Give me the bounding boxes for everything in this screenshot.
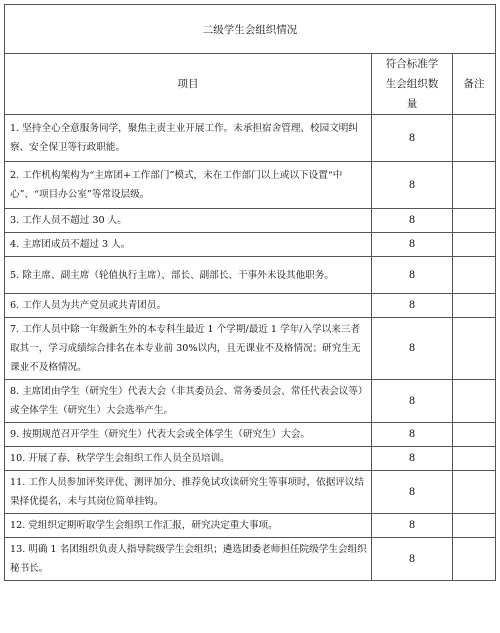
table-title: 二级学生会组织情况: [5, 5, 496, 54]
row-item-text: 8. 主席团由学生（研究生）代表大会（非其委员会、常务委员会、常任代表会议等）或全体学生（研究生）大会选举产生。: [5, 380, 372, 423]
row-count: 8: [372, 447, 453, 471]
row-note: [453, 294, 496, 318]
row-note: [453, 471, 496, 514]
row-item-text: 4. 主席团成员不超过 3 人。: [5, 233, 372, 257]
table-row: [5, 380, 496, 423]
row-item-text: 11. 工作人员参加评奖评优、测评加分、推荐免试攻读研究生等事项时，依据评议结果择优提名，未与其岗位简单挂钩。: [5, 471, 372, 514]
row-note: [453, 318, 496, 380]
table-row: [5, 257, 496, 294]
row-item-text: 1. 坚持全心全意服务同学，聚焦主责主业开展工作。未承担宿舍管理、校园文明纠察、安全保卫等行政职能。: [5, 115, 372, 162]
row-note: [453, 538, 496, 581]
document-sheet: [4, 4, 495, 581]
row-count: 8: [372, 257, 453, 294]
table-row: [5, 294, 496, 318]
row-item-text: 12. 党组织定期听取学生会组织工作汇报，研究决定重大事项。: [5, 514, 372, 538]
row-item-text: 3. 工作人员不超过 30 人。: [5, 209, 372, 233]
table-row: [5, 423, 496, 447]
row-item-text: 13. 明确 1 名团组织负责人指导院级学生会组织；遴选团委老师担任院级学生会组织秘书长。: [5, 538, 372, 581]
header-note: 备注: [453, 54, 496, 115]
row-count: 8: [372, 380, 453, 423]
row-count: 8: [372, 209, 453, 233]
table-body: [5, 115, 496, 581]
row-item-text: 2. 工作机构架构为“主席团+工作部门”模式，未在工作部门以上或以下设置“中心”、“项目办公室”等常设层级。: [5, 162, 372, 209]
row-count: 8: [372, 471, 453, 514]
row-item-text: 9. 按期规范召开学生（研究生）代表大会或全体学生（研究生）大会。: [5, 423, 372, 447]
table-row: [5, 233, 496, 257]
row-note: [453, 209, 496, 233]
table-row: [5, 471, 496, 514]
row-count: 8: [372, 233, 453, 257]
row-count: 8: [372, 294, 453, 318]
row-note: [453, 447, 496, 471]
row-item-text: 6. 工作人员为共产党员或共青团员。: [5, 294, 372, 318]
table-row: [5, 318, 496, 380]
table-row: [5, 209, 496, 233]
row-count: 8: [372, 318, 453, 380]
table-row: [5, 162, 496, 209]
row-note: [453, 423, 496, 447]
table-row: [5, 115, 496, 162]
header-item: 项目: [5, 54, 372, 115]
row-count: 8: [372, 115, 453, 162]
row-note: [453, 257, 496, 294]
student-union-table: [4, 4, 496, 581]
row-note: [453, 380, 496, 423]
row-count: 8: [372, 514, 453, 538]
row-count: 8: [372, 423, 453, 447]
row-item-text: 10. 开展了春、秋学学生会组织工作人员全员培训。: [5, 447, 372, 471]
row-note: [453, 514, 496, 538]
table-row: [5, 514, 496, 538]
row-note: [453, 233, 496, 257]
row-item-text: 7. 工作人员中除一年级新生外的本专科生最近 1 个学期/最近 1 学年/入学以来三者取其一，学习成绩综合排名在本专业前 30%以内，且无课业不及格情况；研究生无课业不及格情况。: [5, 318, 372, 380]
row-count: 8: [372, 538, 453, 581]
table-row: [5, 538, 496, 581]
table-row: [5, 447, 496, 471]
header-count: 符合标准学生会组织数量: [372, 54, 453, 115]
row-item-text: 5. 除主席、副主席（轮值执行主席）、部长、副部长、干事外未设其他职务。: [5, 257, 372, 294]
row-note: [453, 162, 496, 209]
row-note: [453, 115, 496, 162]
row-count: 8: [372, 162, 453, 209]
